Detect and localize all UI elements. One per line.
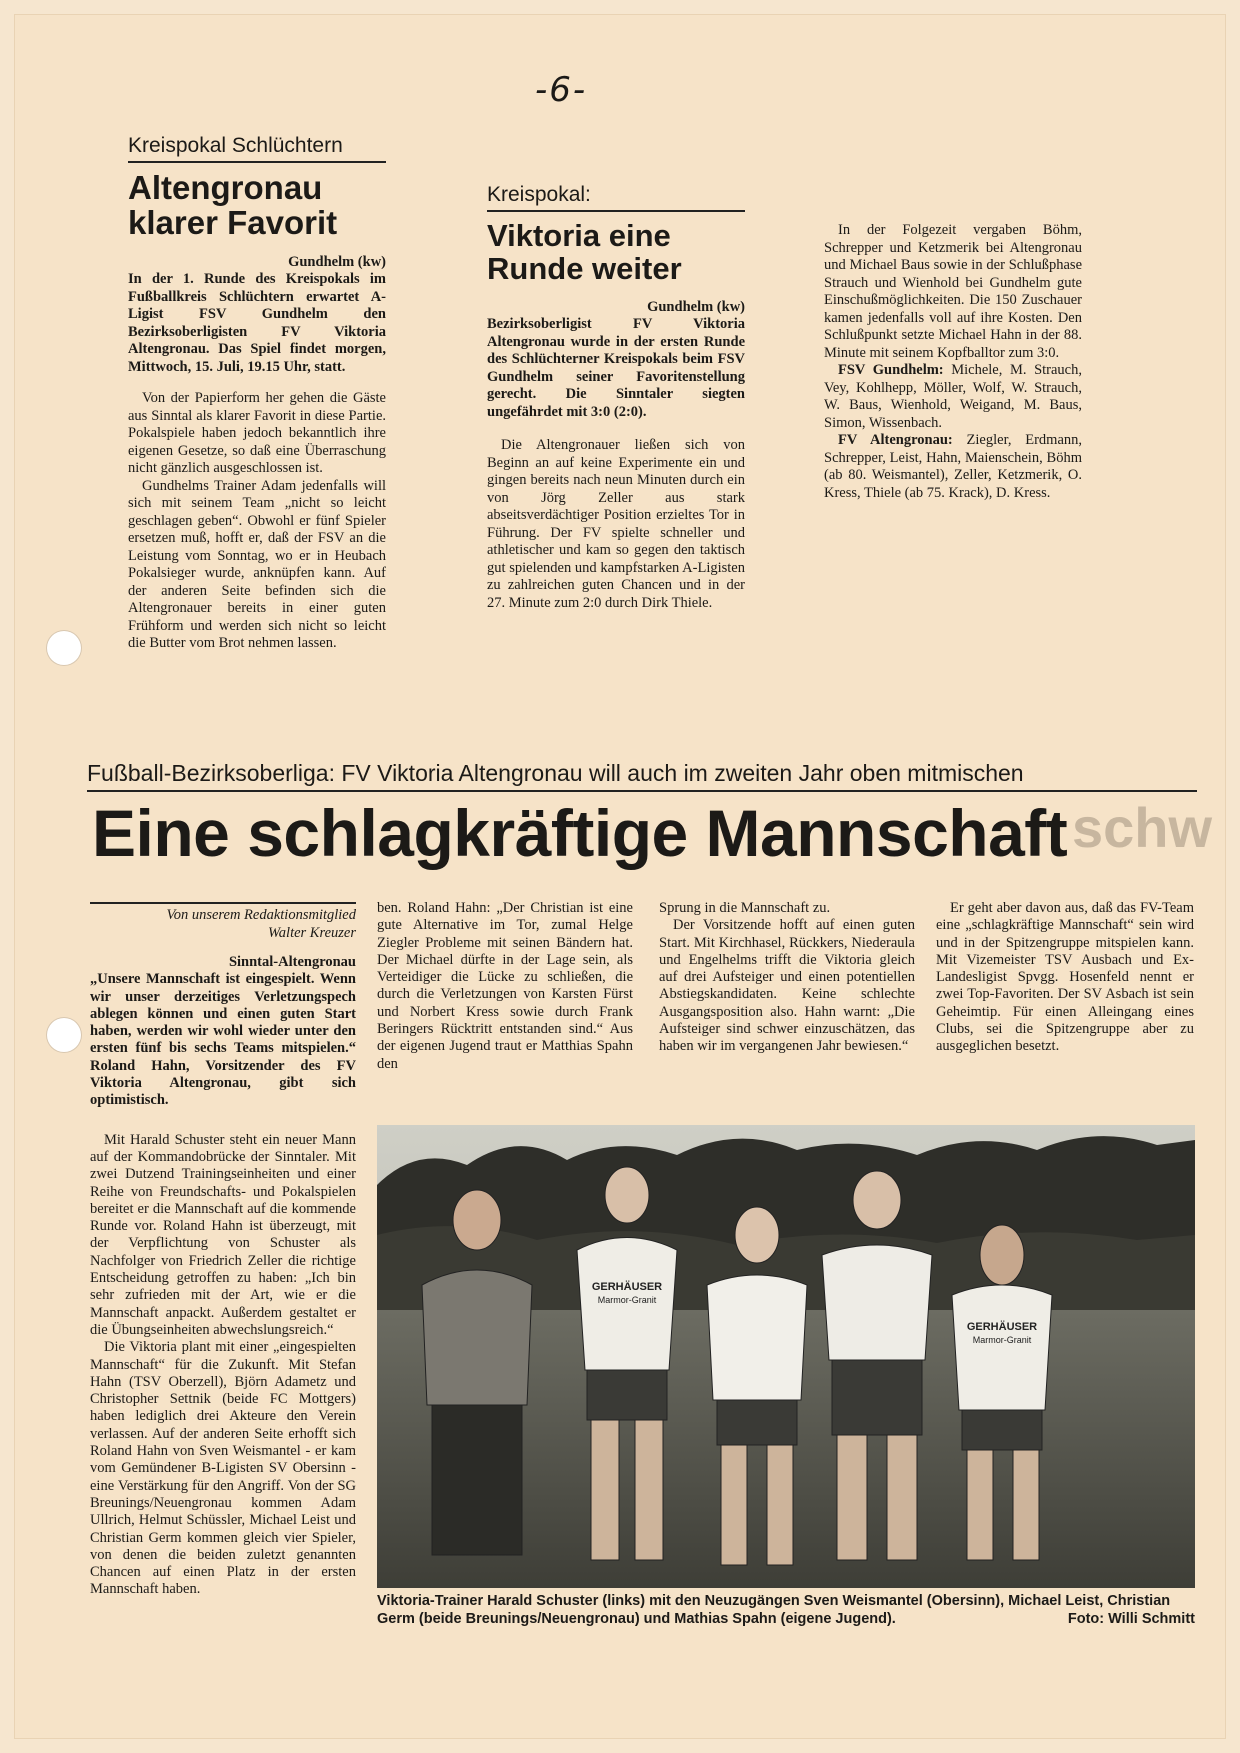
article-dateline: Gundhelm (kw) (288, 254, 386, 271)
article-dateline: Gundhelm (kw) (647, 299, 745, 316)
main-headline: Eine schlagkräftige Mannschaft (92, 796, 1068, 870)
photo-caption: Viktoria-Trainer Harald Schuster (links) mit den Neuzugängen Sven Weismantel (Obersinn), Michael Leist, Christian Germ (beide Breunings/Neuengronau) und Mathias Spahn (eigene Jugend). Foto: Willi Schmitt (377, 1593, 1195, 1627)
byline: Von unserem Redaktionsmitglied Walter Kreuzer (90, 902, 356, 942)
main-paragraph: Die Viktoria plant mit einer „eingespielten Mannschaft“ für die Zukunft. Mit Stefan Hahn (TSV Oberzell), Björn Adametz und Christopher Settnik (beide FC Mottgers) haben lediglich drei Akteure den Verein verlassen. Auf der anderen Seite erhofft sich Roland Hahn von Sven Weismantel - er kam vom Gemündener B-Ligisten SV Obersinn - eine Verstärkung für den Angriff. Von der SG Breunings/Neuengronau kommen Adam Ullrich, Helmut Schüssler, Michael Leist und Christian Germ kommen gleich vier Spieler, von denen die beiden zuletzt genannten Chancen auf einen Platz in der ersten Mannschaft haben. (90, 1339, 356, 1598)
article-kicker: Kreispokal: (487, 183, 745, 212)
article-altengronau-favorit (128, 134, 386, 653)
bleed-through-text: schw (1072, 796, 1213, 859)
article-viktoria-runde-weiter (487, 183, 745, 612)
handwritten-page-number: -6- (535, 70, 588, 110)
article-headline: Viktoria eine Runde weiter (487, 218, 682, 286)
main-lead: „Unsere Mannschaft ist eingespielt. Wenn wir unser derzeitiges Verletzungspech ablegen können und einen guten Start haben, werden wir wohl wieder unter den ersten fünf bis sechs Teams mitspielen.“ Roland Hahn, Vorsitzender des FV Viktoria Altengronau, gibt sich optimistisch. (90, 971, 356, 1109)
team-photo (377, 1125, 1195, 1588)
article-continuation-lineups: In der Folgezeit vergaben Böhm, Schrepper und Ketzmerik bei Altengronau und Michael Baus sowie in der Schlußphase Strauch und Wienhold bei Gundhelm gute Einschußmöglichkeiten. Die 150 Zuschauer kamen jedenfalls voll auf ihre Kosten. Den Schlußpunkt setzte Michael Hahn in der 88. Minute mit seinem Kopfballtor zum 3:0. FSV Gundhelm: Michele, M. Strauch, Vey, Kohlhepp, Möller, Wolf, W. Strauch, W. Baus, Wienhold, Weigand, M. Baus, Simon, Wissenbach. FV Altengronau: Ziegler, Erdmann, Schrepper, Leist, Hahn, Maienschein, Böhm (ab 80. Weismantel), Zeller, Ketzmerik, O. Kress, Thiele (ab 75. Krack), D. Kress. (824, 222, 1083, 501)
main-dateline: Sinntal-Altengronau (228, 954, 356, 970)
article-lead: In der 1. Runde des Kreispokals im Fußballkreis Schlüchtern erwartet A-Ligist FSV Gundhelm den Bezirksoberligisten FV Viktoria Altengronau. Das Spiel findet morgen, Mittwoch, 15. Juli, 19.15 Uhr, statt. (128, 271, 386, 375)
jersey-sponsor-text: GERHÄUSER (966, 1321, 1038, 1333)
article-body: Von der Papierform her gehen die Gäste aus Sinntal als klarer Favorit in diese Partie. Pokalspiele haben jedoch bekanntlich ihre eigenen Gesetze, so daß eine Überraschung nicht gänzlich ausgeschlossen ist. Gundhelms Trainer Adam jedenfalls will sich mit seinem Team „nicht so leicht geschlagen geben“. Obwohl er fünf Spieler ersetzen muß, hofft er, daß der FSV an die Leistung vom Sonntag, wo er in Heubach Pokalsieger wurde, anknüpfen kann. Auf der anderen Seite befinden sich die Altengronauer bereits in einer guten Frühform und werden sich nicht so leicht die Butter vom Brot nehmen lassen. (128, 390, 386, 652)
jersey-sponsor-text: GERHÄUSER (591, 1281, 663, 1293)
main-column-2: ben. Roland Hahn: „Der Christian ist eine gute Alternative im Tor, zumal Helge Ziegler Probleme mit seinen Bändern hat. Der Michael dürfte in der Lage sein, als Verteidiger die Lücke zu schließen, die durch die Verletzungen von Karsten Fürst und Norbert Kress sowie durch Frank Beringers Rücktritt entstanden sind.“ Aus der eigenen Jugend traut er Matthias Spahn den (377, 900, 633, 1072)
article-body: Die Altengronauer ließen sich von Beginn an auf keine Experimente ein und gingen bereits nach neun Minuten durch ein von Jörg Zeller aus stark abseitsverdächtiger Position erzieltes Tor in Führung. Der FV spielte schneller und athletischer und kam so gegen den taktisch gut spielenden und kampfstarken A-Ligisten zu zahlreichen guten Chancen und in der 27. Minute zum 2:0 durch Dirk Thiele. (487, 437, 745, 611)
photo-credit: Foto: Willi Schmitt (1067, 1611, 1195, 1627)
article-headline: Altengronau klarer Favorit (128, 169, 338, 241)
punch-hole (47, 1018, 81, 1052)
jersey-sponsor-subtext: Marmor-Granit (597, 1295, 657, 1305)
main-paragraph: Mit Harald Schuster steht ein neuer Mann auf der Kommandobrücke der Sinntaler. Mit zwei Dutzend Trainingseinheiten und einer Reihe von Freundschafts- und Pokalspielen bereitet er die Mannschaft auf die kommende Runde vor. Roland Hahn ist überzeugt, mit der Verpflichtung von Schuster als Nachfolger von Friedrich Zeller die richtige Entscheidung getroffen zu haben: „Ich bin sehr zufrieden mit der Art, wie er die Mannschaft anpackt. Außerdem gestaltet er die Übungseinheiten abwechslungsreich.“ (90, 1131, 356, 1338)
article-lead: Bezirksoberligist FV Viktoria Altengronau wurde in der ersten Runde des Schlüchterner Kreispokals beim FSV Gundhelm seiner Favoritenstellung gerecht. Die Sinntaler siegten ungefährdet mit 3:0 (2:0). (487, 316, 745, 420)
main-column-1 (90, 902, 356, 1599)
main-column-3: Sprung in die Mannschaft zu. Der Vorsitzende hofft auf einen guten Start. Mit Kirchhasel, Rückkers, Niederaula und Engelhelms trifft die Viktoria gleich auf drei Aufsteiger und einen potentiellen Abstiegskandidaten. Keine schlechte Ausgangsposition also. Hahn warnt: „Die Aufsteiger sind schwer einzuschätzen, das haben wir im vergangenen Jahr bewiesen.“ (659, 900, 915, 1055)
jersey-sponsor-subtext: Marmor-Granit (972, 1335, 1032, 1345)
punch-hole (47, 631, 81, 665)
article-kicker: Kreispokal Schlüchtern (128, 134, 386, 163)
main-kicker: Fußball-Bezirksoberliga: FV Viktoria Altengronau will auch im zweiten Jahr oben mitmischen (87, 760, 1197, 792)
team-photo-drawing (377, 1125, 1195, 1588)
main-column-4: Er geht aber davon aus, daß das FV-Team eine „schlagkräftige Mannschaft“ sein wird und in der Spitzengruppe mitspielen kann. Mit Vizemeister TSV Ausbach und Ex-Landesligist Spvgg. Hosenfeld nennt er zwei Top-Favoriten. Der SV Asbach ist sein Geheimtip. Für einen Alleingang eines Clubs, sei die Spitzengruppe aber zu ausgeglichen besetzt. (936, 900, 1194, 1055)
